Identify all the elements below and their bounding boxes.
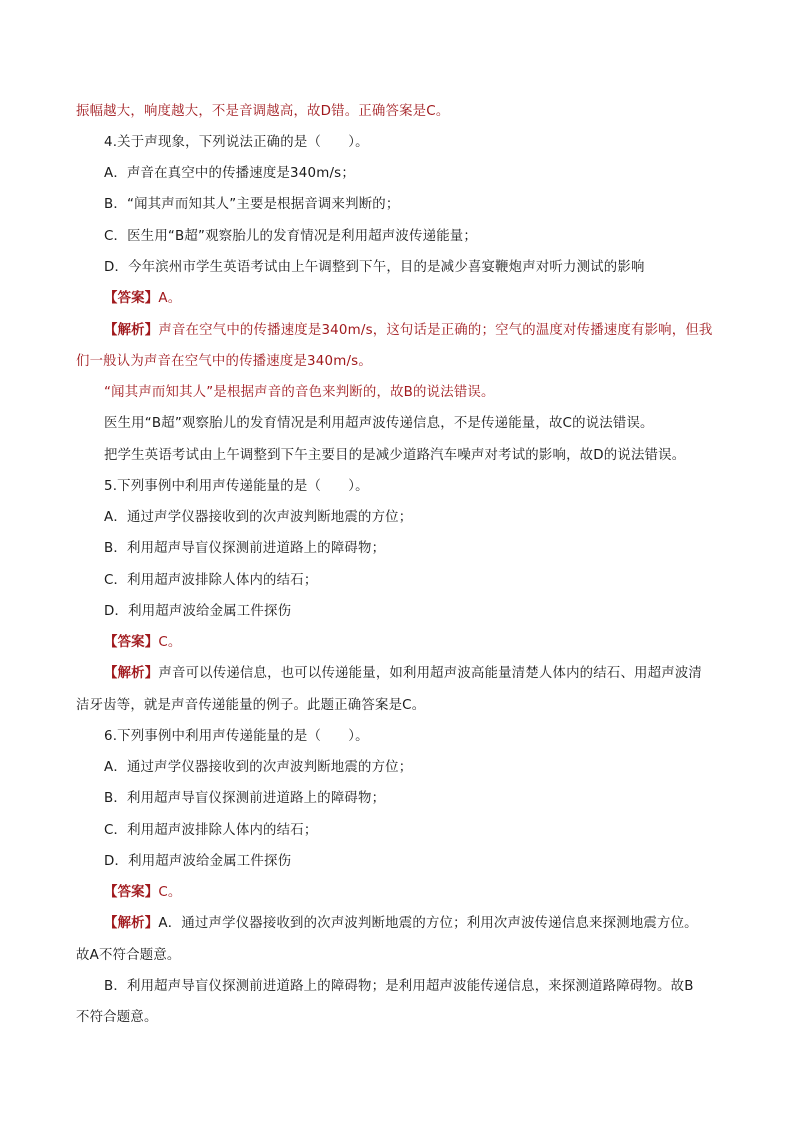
analysis-label: 解析: [117, 666, 145, 681]
question-6-analysis: 【解析】A．通过声学仪器接收到的次声波判断地震的方位；利用次声波传递信息来探测地震方位。: [104, 916, 698, 931]
answer-label: 答案: [117, 885, 145, 900]
question-4-stem: 4.关于声现象，下列说法正确的是（ ）。: [104, 135, 369, 150]
question-4-option-a: A．声音在真空中的传播速度是340m/s；: [104, 166, 355, 181]
question-4-answer: 【答案】A。: [104, 291, 182, 306]
question-6-option-d: D．利用超声波给金属工件探伤: [104, 854, 292, 869]
text-line: 故A不符合题意。: [76, 948, 181, 963]
question-6-option-a: A．通过声学仪器接收到的次声波判断地震的方位；: [104, 760, 413, 775]
analysis-bracket-open: 【: [104, 916, 118, 931]
question-5-stem: 5.下列事例中利用声传递能量的是（ ）。: [104, 479, 369, 494]
answer-bracket-open: 【: [104, 635, 118, 650]
text-line: 们一般认为声音在空气中的传播速度是340m/s。: [76, 354, 372, 369]
analysis-label: 解析: [117, 323, 145, 338]
text-line: 洁牙齿等，就是声音传递能量的例子。此题正确答案是C。: [76, 698, 426, 713]
analysis-bracket-open: 【: [104, 666, 118, 681]
question-4-option-d: D．今年滨州市学生英语考试由上午调整到下午，目的是减少喜宴鞭炮声对听力测试的影响: [104, 260, 645, 275]
text-line: 振幅越大，响度越大，不是音调越高，故D错。正确答案是C。: [76, 104, 450, 119]
answer-bracket-close: 】: [144, 885, 159, 900]
analysis-bracket-close: 】: [144, 323, 159, 338]
text-line: B．利用超声导盲仪探测前进道路上的障碍物；是利用超声波能传递信息，来探测道路障碍物。故B: [104, 979, 694, 994]
question-5-option-a: A．通过声学仪器接收到的次声波判断地震的方位；: [104, 510, 413, 525]
question-6-answer: 【答案】C。: [104, 885, 182, 900]
question-6-option-b: B．利用超声导盲仪探测前进道路上的障碍物；: [104, 791, 386, 806]
answer-bracket-open: 【: [104, 885, 118, 900]
answer-bracket-close: 】: [144, 635, 159, 650]
question-4-option-c: C．医生用“B超”观察胎儿的发育情况是利用超声波传递能量；: [104, 229, 477, 244]
question-6-option-c: C．利用超声波排除人体内的结石；: [104, 823, 318, 838]
text-line: 医生用“B超”观察胎儿的发育情况是利用超声波传递信息，不是传递能量，故C的说法错误。: [104, 416, 654, 431]
question-5-option-b: B．利用超声导盲仪探测前进道路上的障碍物；: [104, 541, 386, 556]
answer-bracket-open: 【: [104, 291, 118, 306]
answer-bracket-close: 】: [144, 291, 159, 306]
analysis-bracket-open: 【: [104, 323, 118, 338]
analysis-label: 解析: [117, 916, 145, 931]
question-4-option-b: B．“闻其声而知其人”主要是根据音调来判断的；: [104, 197, 400, 212]
question-5-option-c: C．利用超声波排除人体内的结石；: [104, 573, 318, 588]
analysis-bracket-close: 】: [144, 916, 159, 931]
analysis-bracket-close: 】: [144, 666, 159, 681]
question-5-analysis: 【解析】声音可以传递信息，也可以传递能量，如利用超声波高能量清楚人体内的结石、用超声波清: [104, 666, 702, 681]
answer-label: 答案: [117, 635, 145, 650]
text-line: “闻其声而知其人”是根据声音的音色来判断的，故B的说法错误。: [104, 385, 495, 400]
question-4-analysis: 【解析】声音在空气中的传播速度是340m/s，这句话是正确的；空气的温度对传播速度有影响，但我: [104, 323, 713, 338]
answer-label: 答案: [117, 291, 145, 306]
text-line: 把学生英语考试由上午调整到下午主要目的是减少道路汽车噪声对考试的影响，故D的说法错误。: [104, 448, 686, 463]
question-6-stem: 6.下列事例中利用声传递能量的是（ ）。: [104, 729, 369, 744]
text-line: 不符合题意。: [76, 1010, 158, 1025]
question-5-answer: 【答案】C。: [104, 635, 182, 650]
question-5-option-d: D．利用超声波给金属工件探伤: [104, 604, 292, 619]
